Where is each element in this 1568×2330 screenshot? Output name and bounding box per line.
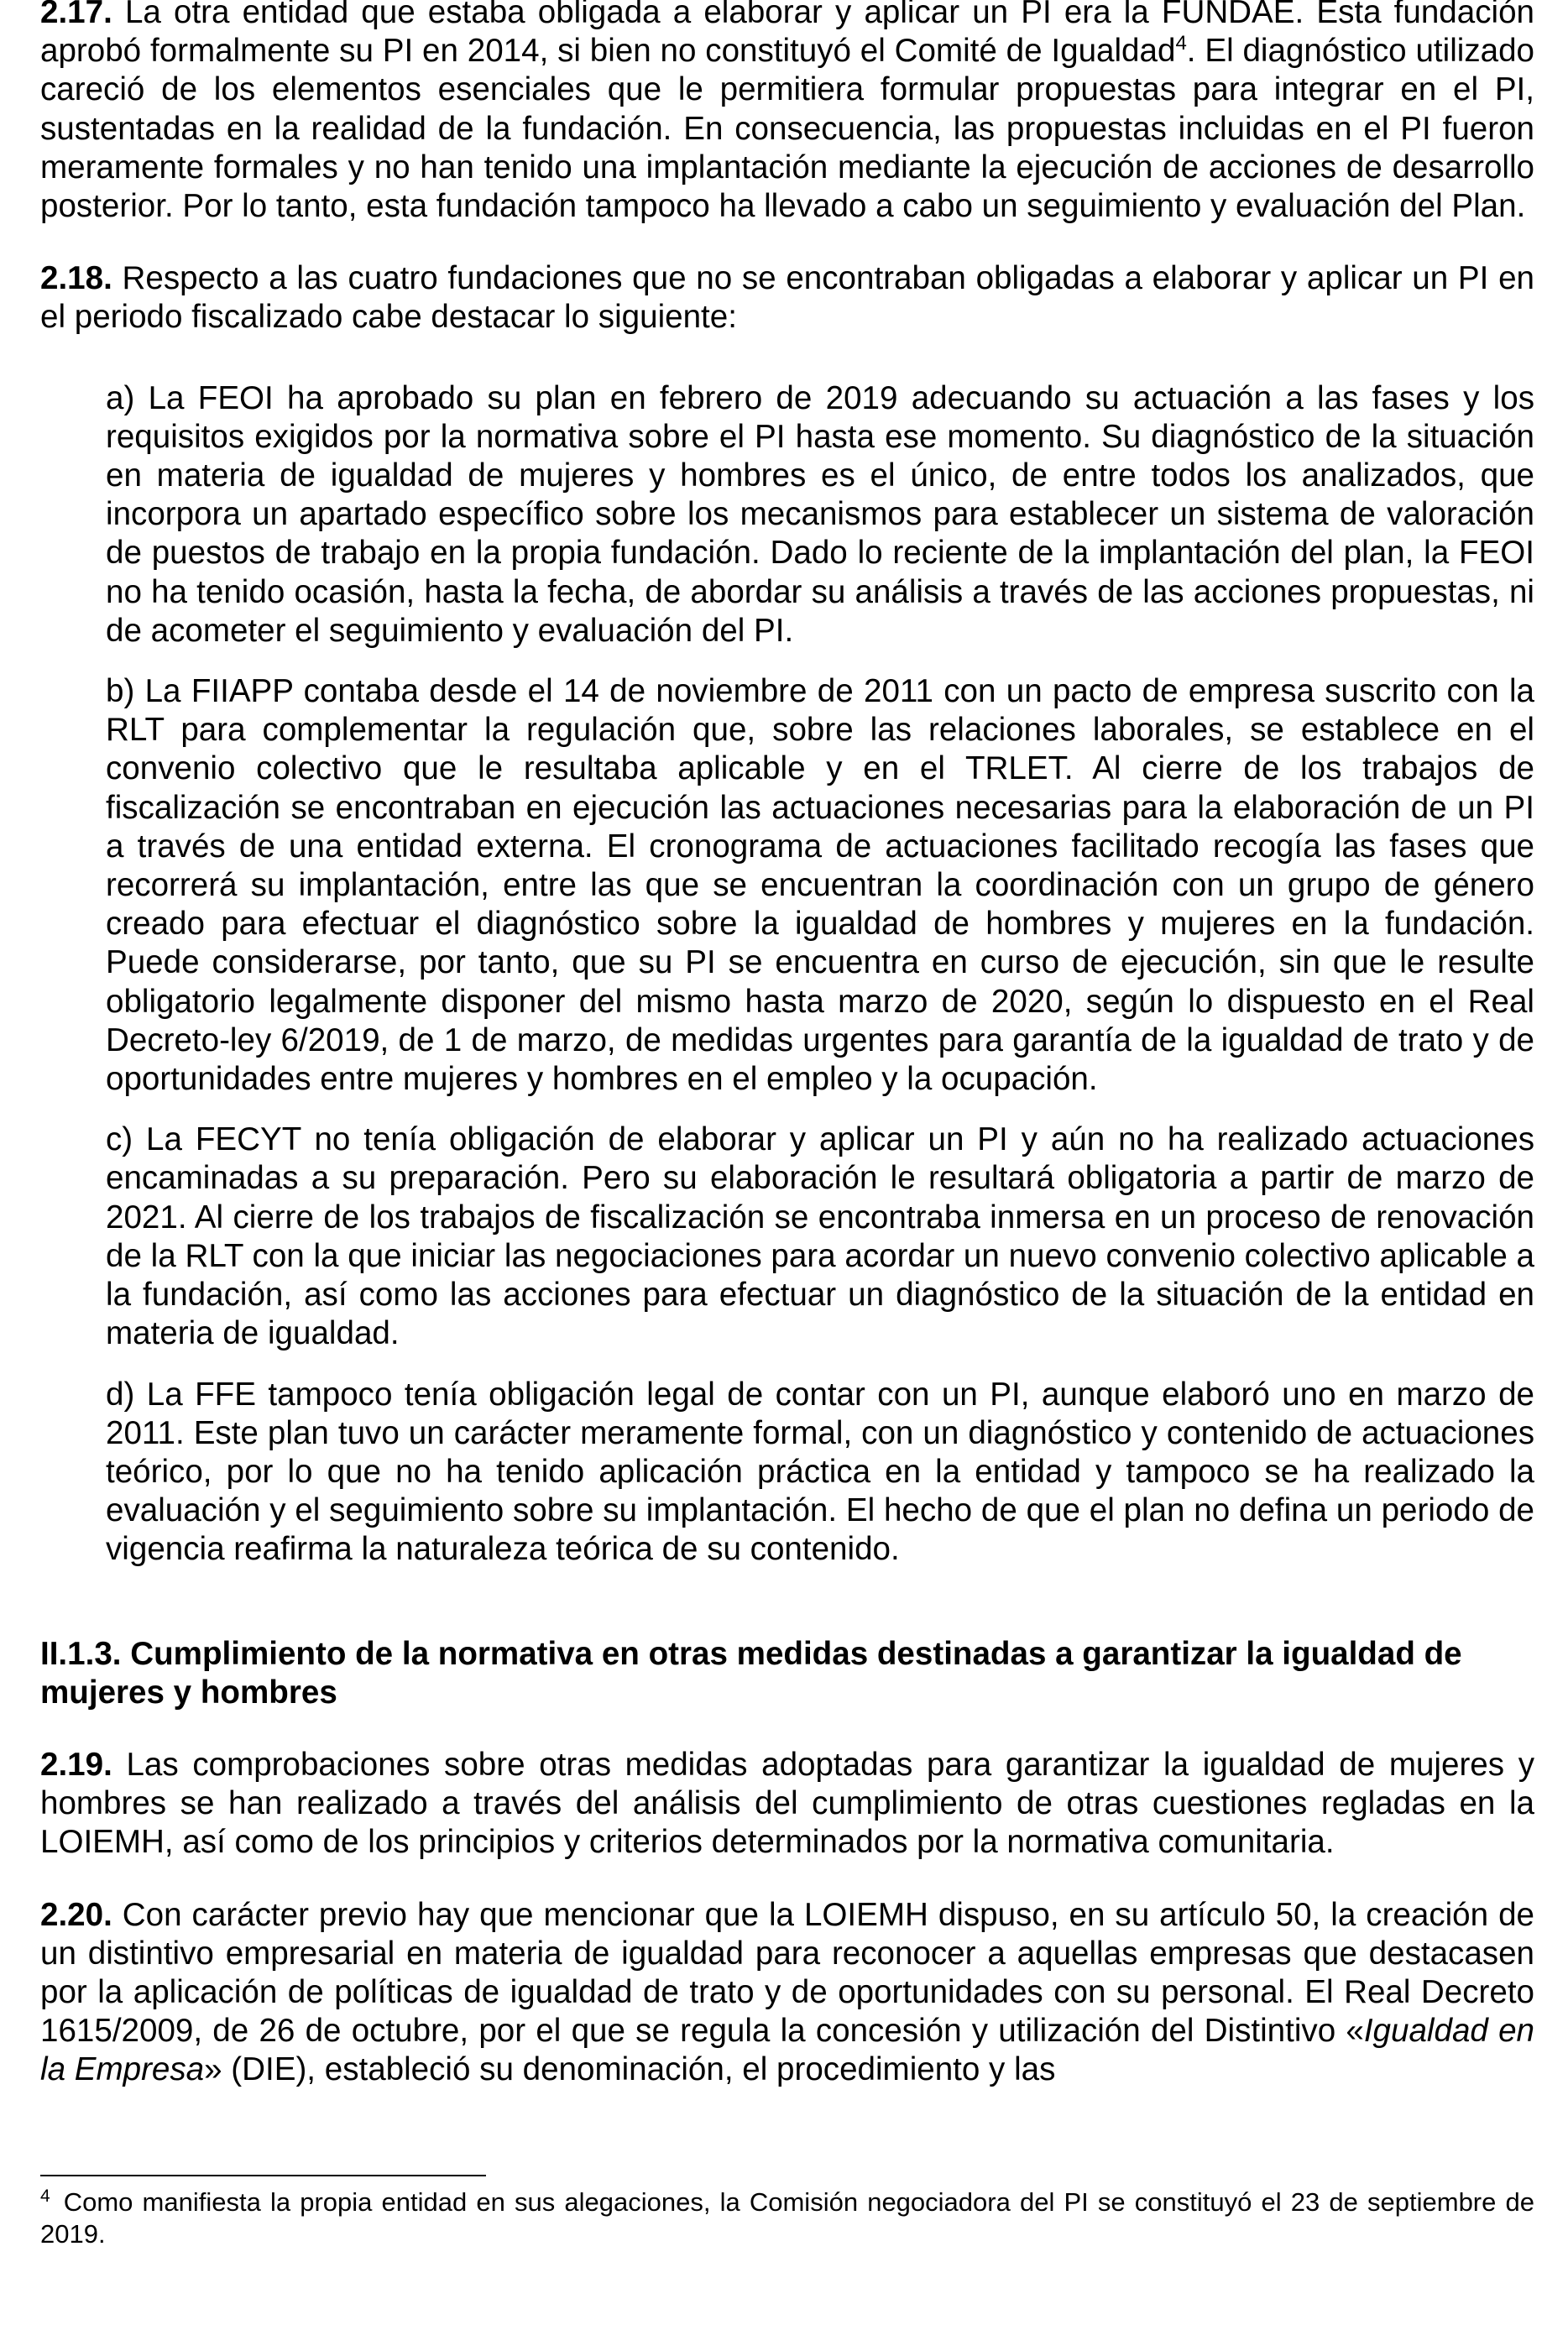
section-heading: II.1.3. Cumplimiento de la normativa en otras medidas destinadas a garantizar la igualdad de mujeres y hombres [40,1635,1462,1711]
italic-title: Igualdad en la Empresa [40,2013,1534,2088]
paragraph-text: Con carácter previo hay que mencionar que la LOIEMH dispuso, en su artículo 50, la creación de un distintivo empresarial en materia de igualdad para reconocer a aquellas empresas que destacasen por la aplicación de políticas de igualdad de trato y de oportunidades con su personal. El Real Decreto 1615/2009, de 26 de octubre, por el que se regula la concesión y utilización del Distintivo « [40,1896,1534,2050]
list-item-d: d) La FFE tampoco tenía obligación legal de contar con un PI, aunque elaboró uno en marzo de 2011. Este plan tuvo un carácter meramente formal, con un diagnóstico y contenido de actuaciones teórico, por lo que no ha tenido aplicación práctica en la entidad y tampoco se ha realizado la evaluación y el seguimiento sobre su implantación. El hecho de que el plan no defina un periodo de vigencia reafirma la naturaleza teórica de su contenido. [106,1376,1534,1568]
footnote-reference[interactable]: 4 [1175,32,1187,55]
list-item-a: a) La FEOI ha aprobado su plan en febrero de 2019 adecuando su actuación a las fases y los requisitos exigidos por la normativa sobre el PI hasta ese momento. Su diagnóstico de la situación en materia de igualdad de mujeres y hombres es el único, de entre todos los analizados, que incorpora un apartado específico sobre los mecanismos para establecer un sistema de valoración de puestos de trabajo en la propia fundación. Dado lo reciente de la implantación del plan, la FEOI no ha tenido ocasión, hasta la fecha, de abordar su análisis a través de las acciones propuestas, ni de acometer el seguimiento y evaluación del PI. [106,379,1534,649]
paragraph-number: 2.20. [40,1896,112,1933]
paragraph-2-19 [40,1746,1534,1862]
paragraph-2-18 [40,259,1534,337]
list-item-b: b) La FIIAPP contaba desde el 14 de noviembre de 2011 con un pacto de empresa suscrito con la RLT para complementar la regulación que, sobre las relaciones laborales, se establece en el convenio colectivo que le resultaba aplicable y en el TRLET. Al cierre de los trabajos de fiscalización se encontraban en ejecución las actuaciones necesarias para la elaboración de un PI a través de una entidad externa. El cronograma de actuaciones facilitado recogía las fases que recorrerá su implantación, entre las que se encuentran la coordinación con un grupo de género creado para efectuar el diagnóstico sobre la igualdad de hombres y mujeres en la fundación. Puede considerarse, por tanto, que su PI se encuentra en curso de ejecución, sin que le resulte obligatorio legalmente disponer del mismo hasta marzo de 2020, según lo dispuesto en el Real Decreto-ley 6/2019, de 1 de marzo, de medidas urgentes para garantía de la igualdad de trato y de oportunidades entre mujeres y hombres en el empleo y la ocupación. [106,673,1534,1098]
footnote [40,2186,1534,2250]
paragraph-number: 2.17. [40,0,112,30]
footnote-marker: 4 [40,2186,50,2206]
paragraph-number: 2.19. [40,1746,112,1783]
paragraph-number: 2.18. [40,260,112,297]
paragraph-text-continued: » (DIE), estableció su denominación, el procedimiento y las [204,2051,1056,2088]
paragraph-2-20 [40,1896,1534,2090]
footnote-divider [40,2175,486,2176]
paragraph-text-continued: . El diagnóstico utilizado careció de los elementos esenciales que le permitiera formular propuestas para integrar en el PI, sustentadas en la realidad de la fundación. En consecuencia, las propuestas incluidas en el PI fueron meramente formales y no han tenido una implantación mediante la ejecución de acciones de desarrollo posterior. Por lo tanto, esta fundación tampoco ha llevado a cabo un seguimiento y evaluación del Plan. [40,33,1534,225]
paragraph-text: Respecto a las cuatro fundaciones que no se encontraban obligadas a elaborar y aplicar un PI en el periodo fiscalizado cabe destacar lo siguiente: [40,260,1534,336]
footnote-text: Como manifiesta la propia entidad en sus alegaciones, la Comisión negociadora del PI se constituyó el 23 de septiembre de 2019. [40,2187,1534,2249]
paragraph-text: Las comprobaciones sobre otras medidas adoptadas para garantizar la igualdad de mujeres y hombres se han realizado a través del análisis del cumplimiento de otras cuestiones regladas en la LOIEMH, así como de los principios y criterios determinados por la normativa comunitaria. [40,1746,1534,1861]
paragraph-2-17 [40,0,1534,226]
paragraph-text: La otra entidad que estaba obligada a elaborar y aplicar un PI era la FUNDAE. Esta fundación aprobó formalmente su PI en 2014, si bien no constituyó el Comité de Igualdad [40,0,1534,70]
document-page [40,0,1534,2090]
list-item-c: c) La FECYT no tenía obligación de elaborar y aplicar un PI y aún no ha realizado actuaciones encaminadas a su preparación. Pero su elaboración le resultará obligatoria a partir de marzo de 2021. Al cierre de los trabajos de fiscalización se encontraba inmersa en un proceso de renovación de la RLT con la que iniciar las negociaciones para acordar un nuevo convenio colectivo aplicable a la fundación, así como las acciones para efectuar un diagnóstico de la situación de la entidad en materia de igualdad. [106,1121,1534,1352]
